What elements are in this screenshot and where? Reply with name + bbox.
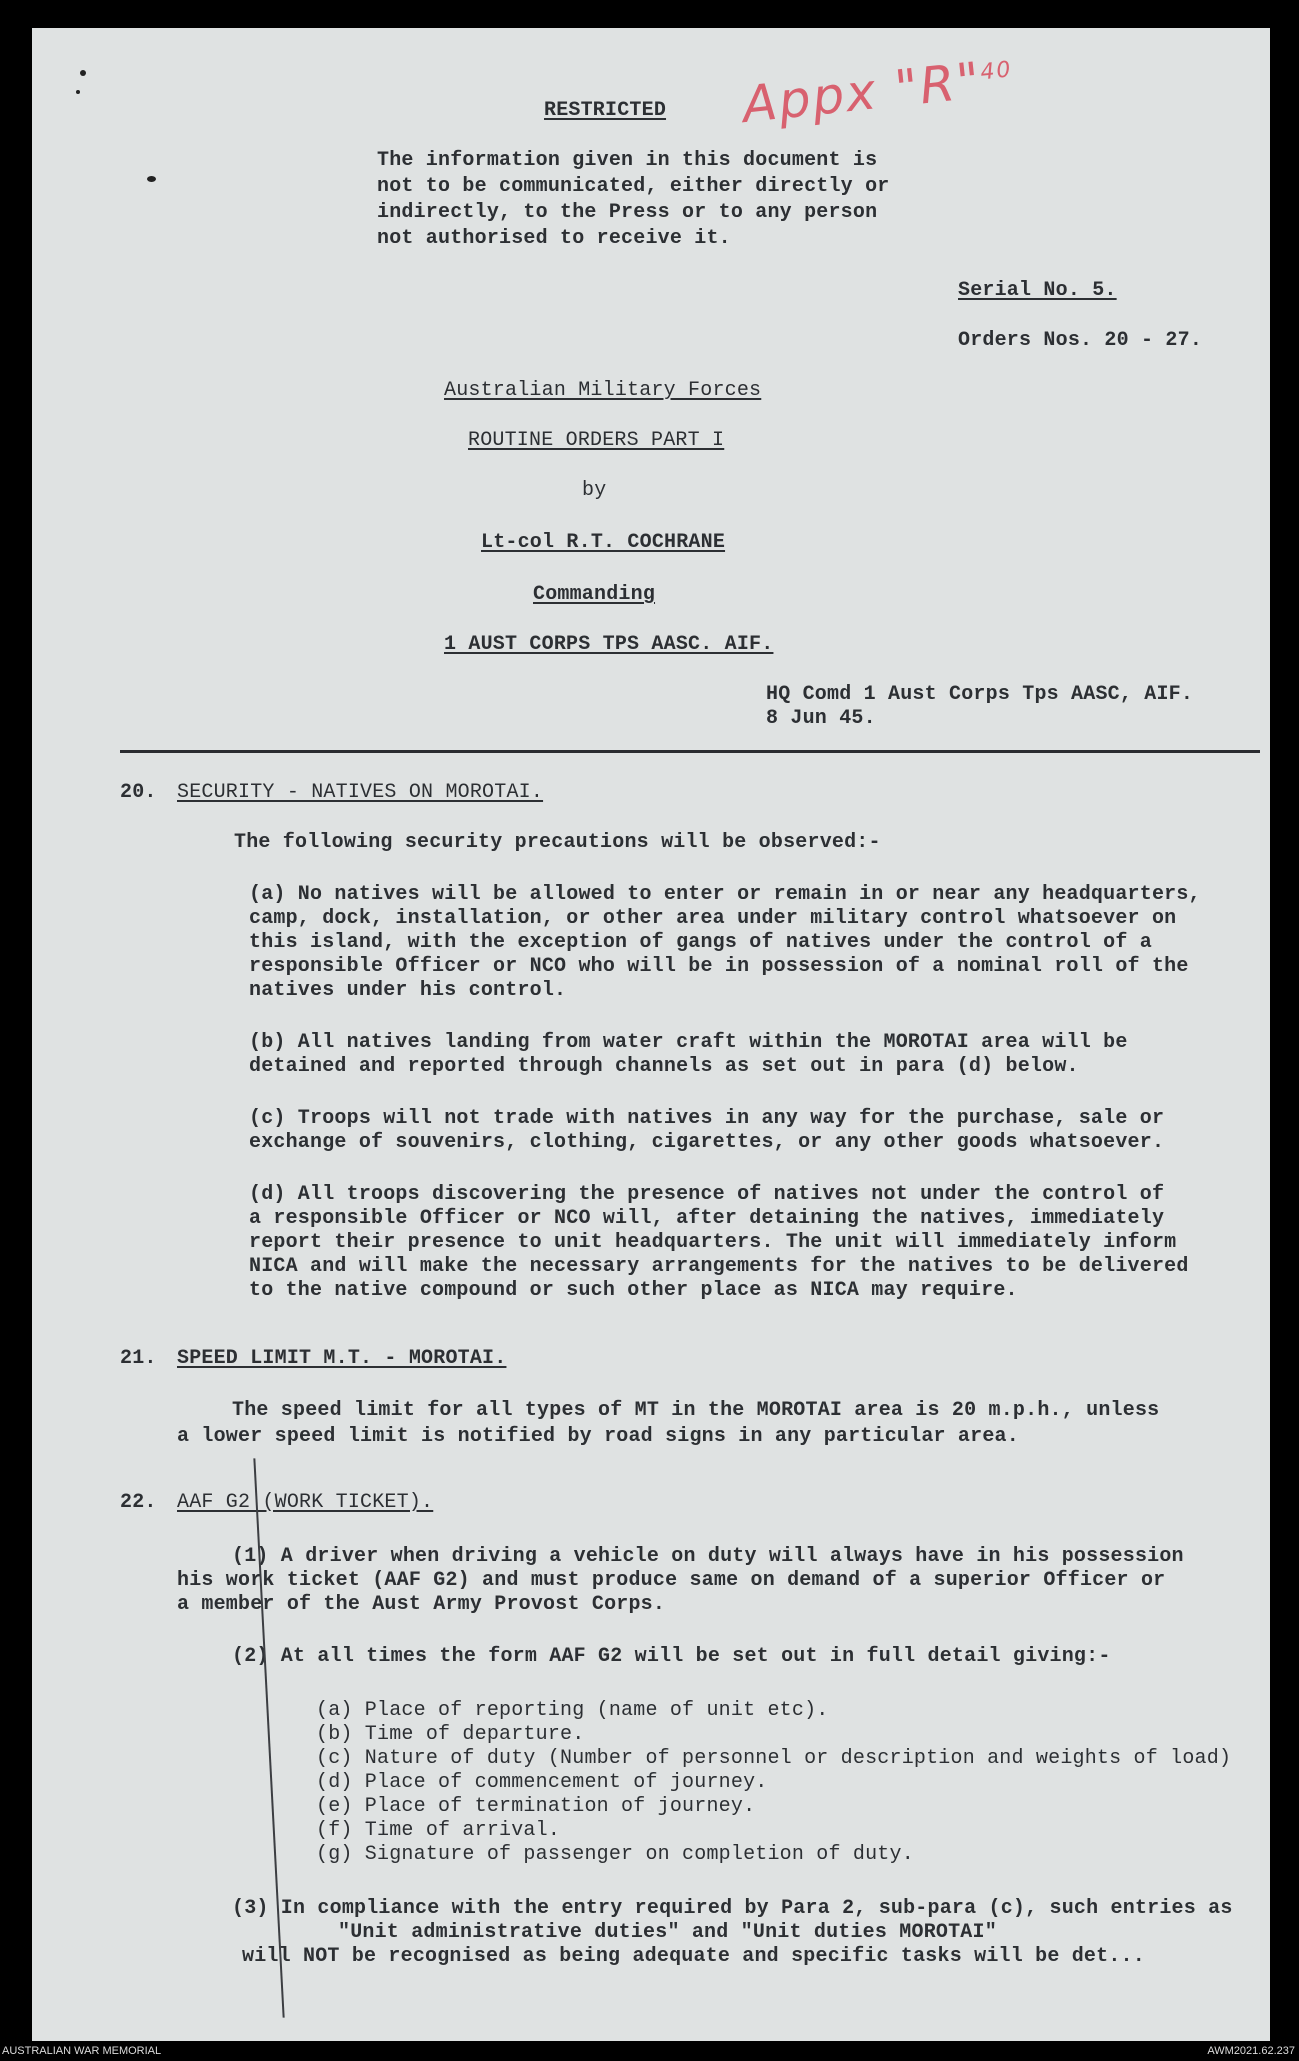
- section-21-heading: SPEED LIMIT M.T. - MOROTAI.: [177, 1347, 507, 1370]
- pen-mark: [253, 1458, 284, 2017]
- section-21-line-2: a lower speed limit is notified by road signs in any particular area.: [177, 1425, 1019, 1448]
- title-line-6: 1 AUST CORPS TPS AASC. AIF.: [444, 633, 774, 656]
- section-21-number: 21.: [120, 1347, 157, 1370]
- section-22-item-g: (g) Signature of passenger on completion of duty.: [316, 1843, 914, 1866]
- section-22-p3-line-2: "Unit administrative duties" and "Unit duties MOROTAI": [338, 1921, 997, 1944]
- section-20d-line-5: to the native compound or such other place as NICA may require.: [249, 1279, 1018, 1302]
- document-page: [32, 28, 1270, 2041]
- footer-archive-name: AUSTRALIAN WAR MEMORIAL: [2, 2045, 162, 2057]
- section-20c-line-2: exchange of souvenirs, clothing, cigarettes, or any other goods whatsoever.: [249, 1131, 1165, 1154]
- section-20a-line-3: this island, with the exception of gangs of natives under the control of a: [249, 931, 1152, 954]
- section-20a-line-1: (a) No natives will be allowed to enter or remain in or near any headquarters,: [249, 883, 1201, 906]
- section-22-item-b: (b) Time of departure.: [316, 1723, 585, 1746]
- section-22-heading: AAF G2 (WORK TICKET).: [177, 1491, 434, 1514]
- ink-speck: [147, 176, 156, 182]
- ink-speck: [76, 90, 80, 94]
- title-line-2: ROUTINE ORDERS PART I: [468, 429, 725, 452]
- section-20a-line-4: responsible Officer or NCO who will be in possession of a nominal roll of the: [249, 955, 1189, 978]
- handwritten-annotation: Appx "R"$^{40}$: [739, 51, 1014, 135]
- section-20b-line-1: (b) All natives landing from water craft within the MOROTAI area will be: [249, 1031, 1128, 1054]
- section-22-p1-line-2: his work ticket (AAF G2) and must produce same on demand of a superior Officer or: [177, 1569, 1166, 1592]
- notice-line-2: not to be communicated, either directly or: [377, 175, 890, 198]
- section-22-item-e: (e) Place of termination of journey.: [316, 1795, 756, 1818]
- section-20b-line-2: detained and reported through channels as set out in para (d) below.: [249, 1055, 1079, 1078]
- section-20-number: 20.: [120, 781, 157, 804]
- section-22-p1-line-3: a member of the Aust Army Provost Corps.: [177, 1593, 666, 1616]
- notice-line-4: not authorised to receive it.: [377, 227, 731, 250]
- section-22-item-d: (d) Place of commencement of journey.: [316, 1771, 768, 1794]
- hq-line-1: HQ Comd 1 Aust Corps Tps AASC, AIF.: [766, 683, 1194, 706]
- section-22-p3-line-3: will NOT be recognised as being adequate and specific tasks will be det...: [242, 1945, 1145, 1968]
- section-20d-line-3: report their presence to unit headquarters. The unit will immediately inform: [249, 1231, 1177, 1254]
- divider-rule: [120, 750, 1260, 753]
- notice-line-3: indirectly, to the Press or to any person: [377, 201, 878, 224]
- section-22-p2: (2) At all times the form AAF G2 will be set out in full detail giving:-: [232, 1645, 1111, 1668]
- restricted-label: RESTRICTED: [544, 99, 667, 122]
- title-line-3: by: [582, 479, 607, 502]
- footer-catalogue-number: AWM2021.62.237: [1207, 2045, 1295, 2057]
- section-22-p3-line-1: (3) In compliance with the entry required by Para 2, sub-para (c), such entries as: [232, 1897, 1233, 1920]
- section-22-p1-line-1: (1) A driver when driving a vehicle on duty will always have in his possession: [232, 1545, 1184, 1568]
- section-22-number: 22.: [120, 1491, 157, 1514]
- section-22-item-a: (a) Place of reporting (name of unit etc).: [316, 1699, 829, 1722]
- section-20d-line-1: (d) All troops discovering the presence of natives not under the control of: [249, 1183, 1165, 1206]
- orders-numbers: Orders Nos. 20 - 27.: [958, 329, 1203, 352]
- section-20a-line-2: camp, dock, installation, or other area under military control whatsoever on: [249, 907, 1177, 930]
- section-20-heading: SECURITY - NATIVES ON MOROTAI.: [177, 781, 544, 804]
- section-22-item-c: (c) Nature of duty (Number of personnel or description and weights of load): [316, 1747, 1232, 1770]
- title-line-5: Commanding: [533, 583, 656, 606]
- hq-line-2: 8 Jun 45.: [766, 707, 876, 730]
- section-21-line-1: The speed limit for all types of MT in the MOROTAI area is 20 m.p.h., unless: [232, 1399, 1160, 1422]
- section-22-item-f: (f) Time of arrival.: [316, 1819, 561, 1842]
- section-20d-line-4: NICA and will make the necessary arrangements for the natives to be delivered: [249, 1255, 1189, 1278]
- title-line-1: Australian Military Forces: [444, 379, 762, 402]
- section-20-intro: The following security precautions will be observed:-: [234, 831, 881, 854]
- section-20c-line-1: (c) Troops will not trade with natives in any way for the purchase, sale or: [249, 1107, 1165, 1130]
- section-20a-line-5: natives under his control.: [249, 979, 567, 1002]
- serial-number: Serial No. 5.: [958, 279, 1117, 302]
- title-line-4: Lt-col R.T. COCHRANE: [481, 531, 726, 554]
- ink-speck: [80, 70, 86, 76]
- notice-line-1: The information given in this document is: [377, 149, 878, 172]
- section-20d-line-2: a responsible Officer or NCO will, after detaining the natives, immediately: [249, 1207, 1165, 1230]
